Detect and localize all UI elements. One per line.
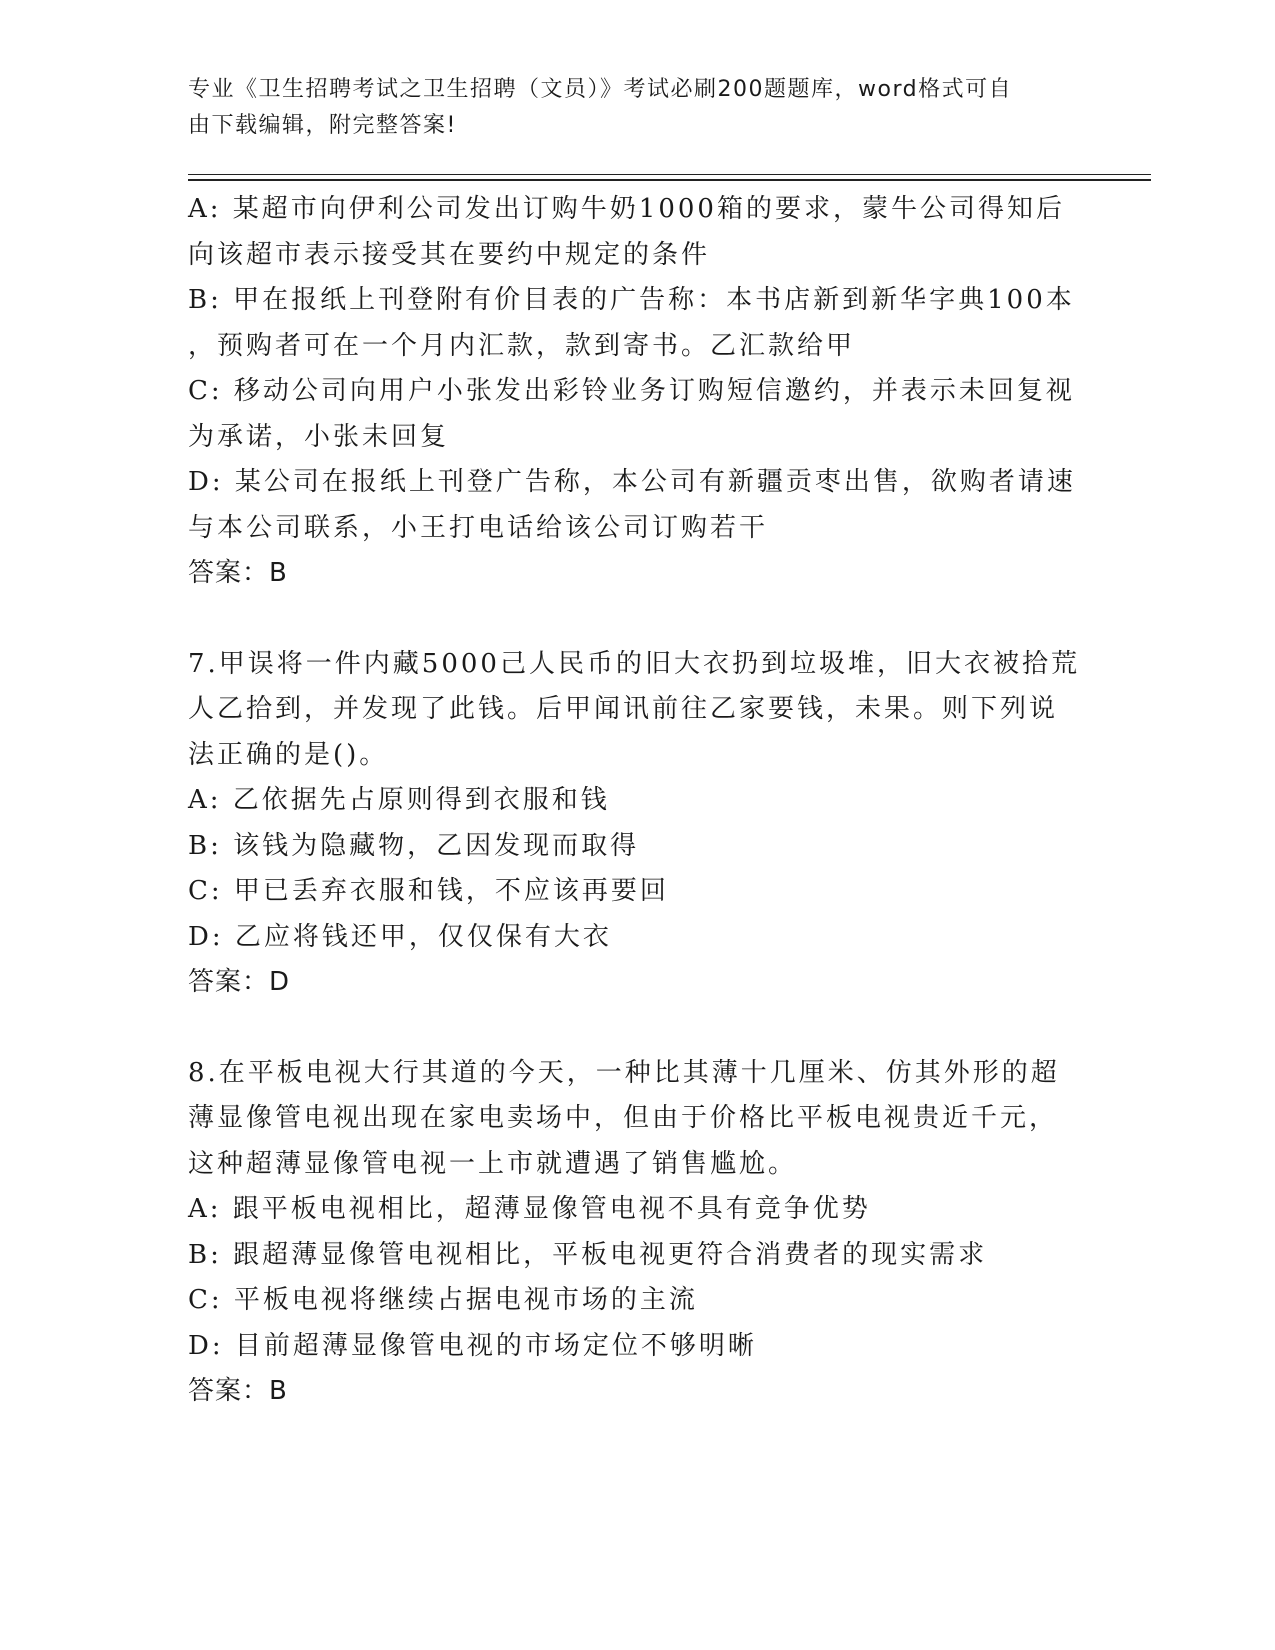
option-line: D: 某公司在报纸上刊登广告称，本公司有新疆贡枣出售，欲购者请速 — [188, 467, 1076, 497]
option-a: A: 跟平板电视相比，超薄显像管电视不具有竞争优势 — [188, 1194, 871, 1224]
option-line: B: 甲在报纸上刊登附有价目表的广告称：本书店新到新华字典100本 — [188, 285, 1075, 315]
question-stem-line: 薄显像管电视出现在家电卖场中，但由于价格比平板电视贵近千元， — [188, 1103, 1059, 1133]
question-stem-line: 法正确的是()。 — [188, 739, 389, 770]
spacer — [188, 1006, 1088, 1051]
answer-label: 答案：D — [188, 967, 291, 997]
option-d: D: 乙应将钱还甲，仅仅保有大衣 — [188, 921, 612, 952]
answer-label: 答案：B — [188, 1376, 288, 1406]
header-rule-thin — [188, 174, 1151, 175]
option-d — [188, 460, 1088, 551]
question-stem-line: 8.在平板电视大行其道的今天，一种比其薄十几厘米、仿其外形的超 — [188, 1057, 1060, 1088]
option-c: C: 甲已丢弃衣服和钱，不应该再要回 — [188, 876, 669, 906]
header-rule-thick — [188, 179, 1151, 181]
question-stem-line: 这种超薄显像管电视一上市就遭遇了销售尴尬。 — [188, 1148, 798, 1179]
option-b — [188, 278, 1088, 369]
option-b: B: 跟超薄显像管电视相比，平板电视更符合消费者的现实需求 — [188, 1239, 988, 1270]
option-a — [188, 187, 1088, 278]
option-line: A: 某超市向伊利公司发出订购牛奶1000箱的要求，蒙牛公司得知后 — [188, 194, 1065, 224]
question-stem-line: 7.甲误将一件内藏5000己人民币的旧大衣扔到垃圾堆，旧大衣被拾荒 — [188, 648, 1080, 679]
answer-label: 答案：B — [188, 558, 288, 588]
option-line: 为承诺，小张未回复 — [188, 421, 450, 452]
option-line: C: 移动公司向用户小张发出彩铃业务订购短信邀约，并表示未回复视 — [188, 376, 1075, 406]
question-6-block — [188, 187, 1088, 597]
option-a: A: 乙依据先占原则得到衣服和钱 — [188, 785, 610, 815]
option-b: B: 该钱为隐藏物，乙因发现而取得 — [188, 830, 640, 861]
spacer — [188, 597, 1088, 642]
question-7-block — [188, 642, 1088, 1006]
question-stem-line: 人乙拾到，并发现了此钱。后甲闻讯前往乙家要钱，未果。则下列说 — [188, 694, 1059, 724]
option-d: D: 目前超薄显像管电视的市场定位不够明晰 — [188, 1330, 757, 1361]
header-line-2: 由下载编辑，附完整答案! — [188, 113, 457, 138]
header-line-1: 专业《卫生招聘考试之卫生招聘（文员）》考试必刷200题题库，word格式可自 — [188, 77, 1013, 102]
option-line: ，预购者可在一个月内汇款，款到寄书。乙汇款给甲 — [188, 330, 856, 361]
option-line: 与本公司联系，小王打电话给该公司订购若干 — [188, 512, 769, 543]
option-c — [188, 369, 1088, 460]
question-content — [188, 187, 1088, 1415]
option-line: 向该超市表示接受其在要约中规定的条件 — [188, 239, 711, 270]
document-header — [188, 72, 1068, 144]
option-c: C: 平板电视将继续占据电视市场的主流 — [188, 1285, 698, 1315]
question-8-block — [188, 1051, 1088, 1415]
